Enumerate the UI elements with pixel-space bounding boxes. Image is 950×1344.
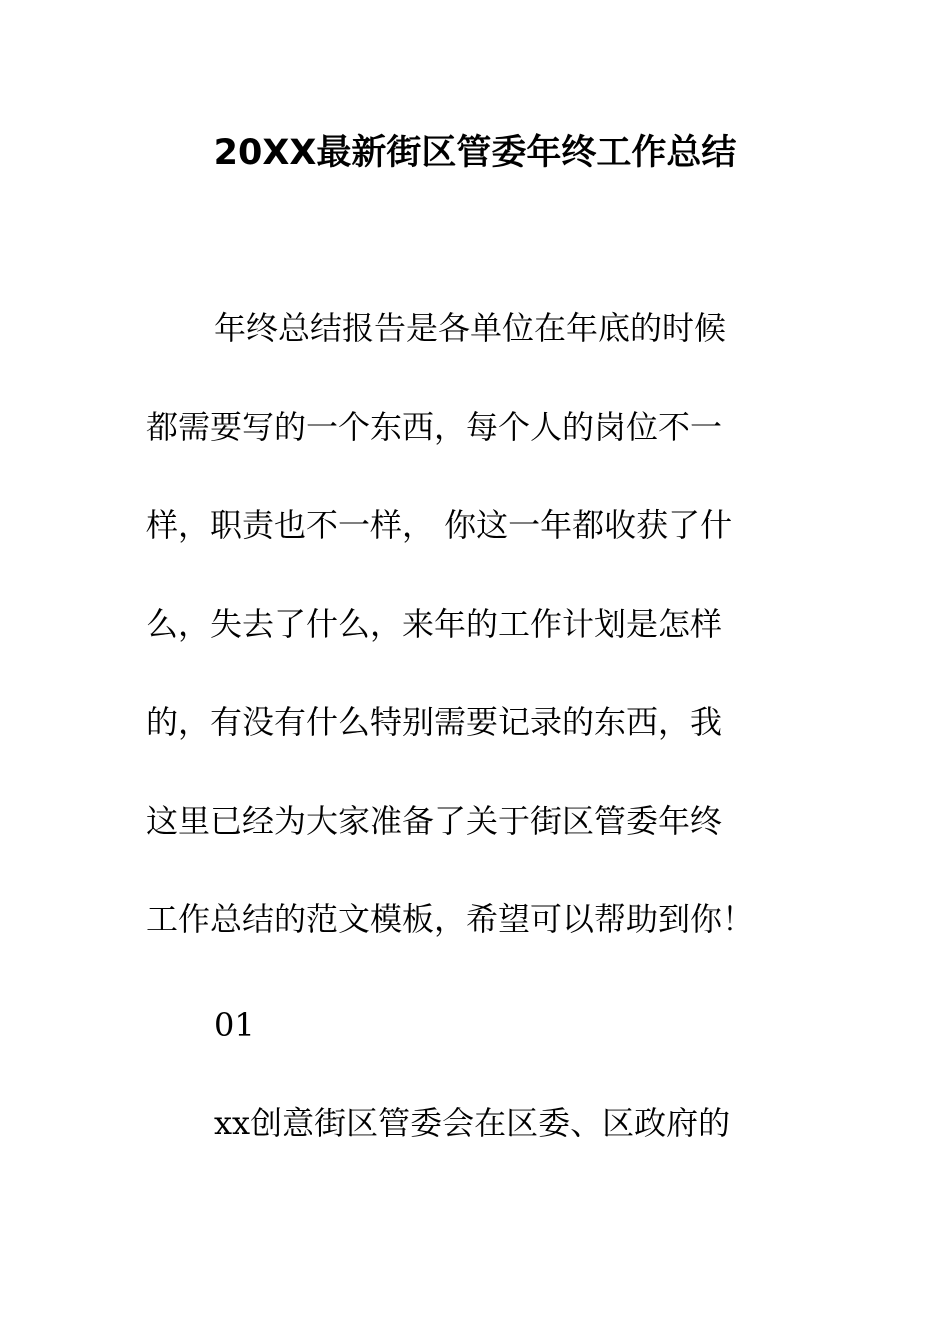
paragraph-line: 的，有没有什么特别需要记录的东西，我 (146, 703, 723, 741)
document-title: 20XX最新街区管委年终工作总结 (213, 133, 737, 173)
paragraph-line: xx创意街区管委会在区委、区政府的 (214, 1104, 731, 1142)
paragraph-line: 年终总结报告是各单位在年底的时候 (214, 309, 727, 347)
paragraph-line: 工作总结的范文模板，希望可以帮助到你！ (146, 900, 755, 938)
paragraph-line: 样，职责也不一样， 你这一年都收获了什 (146, 506, 733, 544)
paragraph-line: 这里已经为大家准备了关于街区管委年终 (146, 802, 723, 840)
paragraph-line: 都需要写的一个东西，每个人的岗位不一 (146, 408, 723, 446)
paragraph-line: 么，失去了什么，来年的工作计划是怎样 (146, 605, 723, 643)
section-number: 01 (214, 1006, 255, 1044)
